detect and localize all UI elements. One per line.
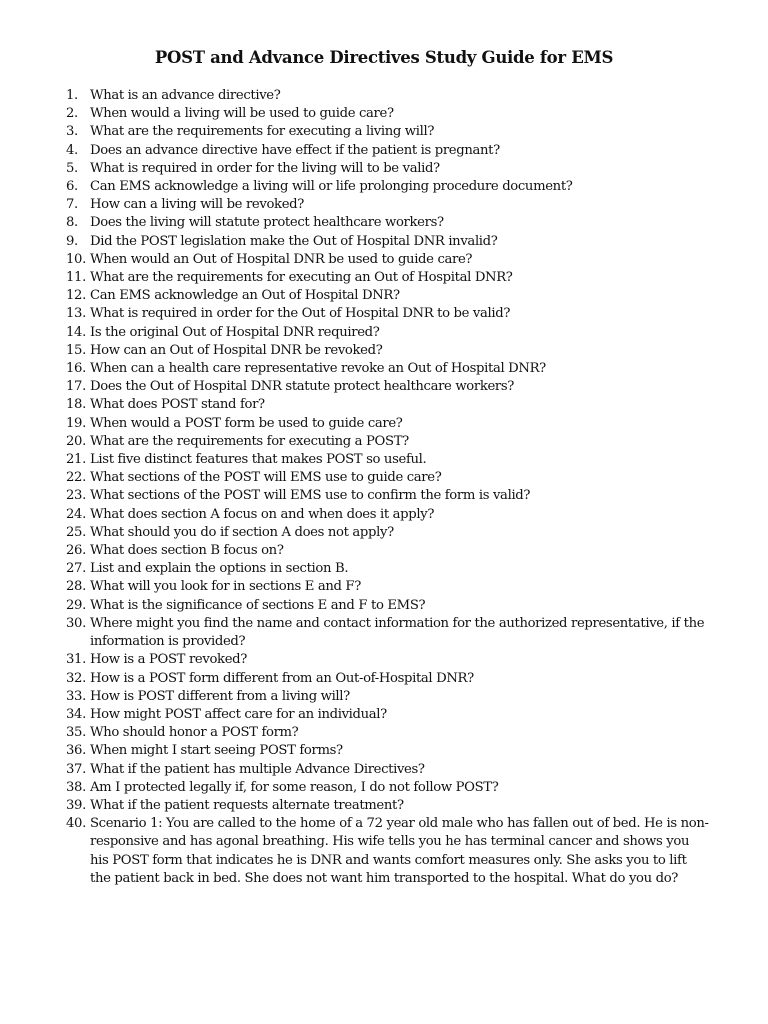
question-item <box>0 670 710 688</box>
question-number: 31. <box>66 652 86 668</box>
question-item <box>0 105 710 123</box>
question-item <box>0 451 710 469</box>
question-item <box>0 269 710 287</box>
question-number: 1. <box>66 88 78 103</box>
question-item <box>0 196 710 214</box>
question-number: 32. <box>66 670 86 686</box>
question-item <box>0 815 710 888</box>
question-item <box>0 542 710 560</box>
question-number: 16. <box>66 361 86 377</box>
question-text: Is the original Out of Hospital DNR required? <box>90 324 380 340</box>
question-text: How can a living will be revoked? <box>90 197 304 213</box>
question-text: What sections of the POST will EMS use to guide care? <box>90 470 442 486</box>
question-text: What if the patient has multiple Advance Directives? <box>90 761 425 777</box>
question-number: 22. <box>66 470 86 486</box>
question-item <box>0 324 710 342</box>
question-number: 34. <box>66 706 86 722</box>
question-text: Am I protected legally if, for some reason, I do not follow POST? <box>90 779 499 795</box>
question-number: 28. <box>66 579 86 595</box>
question-item <box>0 724 710 742</box>
question-item <box>0 342 710 360</box>
question-text: How might POST affect care for an individual? <box>90 706 387 722</box>
question-text: Where might you find the name and contact information for the authorized representative, if the information is provided? <box>90 615 705 650</box>
question-item <box>0 214 710 232</box>
question-number: 27. <box>66 561 86 577</box>
question-text: Can EMS acknowledge a living will or life prolonging procedure document? <box>90 179 573 195</box>
question-item <box>0 360 710 378</box>
question-item <box>0 123 710 141</box>
question-text: List and explain the options in section B. <box>90 561 349 577</box>
question-item <box>0 706 710 724</box>
question-number: 20. <box>66 433 86 449</box>
question-item <box>0 797 710 815</box>
question-text: Does the living will statute protect healthcare workers? <box>90 215 444 231</box>
question-item <box>0 578 710 596</box>
question-text: When would an Out of Hospital DNR be used to guide care? <box>90 251 473 267</box>
question-number: 37. <box>66 761 86 777</box>
question-text: What does POST stand for? <box>90 397 265 413</box>
question-number: 10. <box>66 251 86 267</box>
question-text: What sections of the POST will EMS use to confirm the form is valid? <box>90 488 531 504</box>
question-number: 30. <box>66 615 86 631</box>
question-text: What if the patient requests alternate treatment? <box>90 797 404 813</box>
question-number: 40. <box>66 816 86 832</box>
document-title: POST and Advance Directives Study Guide for EMS <box>154 48 614 67</box>
question-text: What are the requirements for executing a POST? <box>90 433 409 449</box>
question-text: What should you do if section A does not apply? <box>90 524 394 540</box>
question-number: 39. <box>66 797 86 813</box>
question-number: 2. <box>66 106 78 122</box>
question-item <box>0 761 710 779</box>
question-number: 21. <box>66 452 86 468</box>
question-text: What are the requirements for executing an Out of Hospital DNR? <box>90 270 513 286</box>
question-number: 17. <box>66 379 86 395</box>
question-number: 26. <box>66 543 86 559</box>
question-text: When would a living will be used to guide care? <box>90 106 394 122</box>
question-number: 14. <box>66 324 86 340</box>
question-number: 18. <box>66 397 86 413</box>
question-text: Did the POST legislation make the Out of Hospital DNR invalid? <box>90 233 498 249</box>
question-text: When can a health care representative revoke an Out of Hospital DNR? <box>90 361 546 377</box>
question-item <box>0 415 710 433</box>
question-text: Scenario 1: You are called to the home of a 72 year old male who has fallen out of bed. He is non-responsive and has agonal breathing. His wife tells you he has terminal cancer and shows you his POST form that indicates he is DNR and wants comfort measures only. She asks you to lift the patient back in bed. She does not want him transported to the hospital. What do you do? <box>90 816 709 886</box>
question-number: 29. <box>66 597 86 613</box>
question-text: List five distinct features that makes POST so useful. <box>90 452 427 468</box>
question-text: Can EMS acknowledge an Out of Hospital DNR? <box>90 288 400 304</box>
question-number: 12. <box>66 288 86 304</box>
question-number: 23. <box>66 488 86 504</box>
question-text: How can an Out of Hospital DNR be revoked? <box>90 342 383 358</box>
question-number: 13. <box>66 306 86 322</box>
question-number: 11. <box>66 270 86 286</box>
question-item <box>0 615 710 651</box>
question-number: 5. <box>66 160 78 176</box>
question-item <box>0 779 710 797</box>
question-text: What does section A focus on and when does it apply? <box>90 506 435 522</box>
question-item <box>0 396 710 414</box>
question-number: 36. <box>66 743 86 759</box>
question-item <box>0 142 710 160</box>
question-text: How is POST different from a living will? <box>90 688 350 704</box>
question-text: What is the significance of sections E and F to EMS? <box>90 597 426 613</box>
question-number: 33. <box>66 688 86 704</box>
question-item <box>0 287 710 305</box>
question-item <box>0 378 710 396</box>
question-item <box>0 651 710 669</box>
question-text: When would a POST form be used to guide care? <box>90 415 403 431</box>
question-item <box>0 433 710 451</box>
question-number: 3. <box>66 124 78 140</box>
question-number: 8. <box>66 215 78 231</box>
question-number: 15. <box>66 342 86 358</box>
question-list <box>0 87 768 888</box>
question-number: 6. <box>66 179 78 195</box>
question-item <box>0 524 710 542</box>
question-item <box>0 233 710 251</box>
question-number: 38. <box>66 779 86 795</box>
question-text: Does an advance directive have effect if the patient is pregnant? <box>90 142 500 158</box>
question-item <box>0 742 710 760</box>
question-item <box>0 305 710 323</box>
question-text: What does section B focus on? <box>90 543 284 559</box>
question-item <box>0 160 710 178</box>
question-item <box>0 506 710 524</box>
question-item <box>0 560 710 578</box>
question-number: 9. <box>66 233 78 249</box>
question-text: What will you look for in sections E and F? <box>90 579 361 595</box>
question-text: How is a POST form different from an Out-of-Hospital DNR? <box>90 670 474 686</box>
question-text: How is a POST revoked? <box>90 652 247 668</box>
question-item <box>0 487 710 505</box>
question-item <box>0 178 710 196</box>
question-text: Does the Out of Hospital DNR statute protect healthcare workers? <box>90 379 515 395</box>
question-text: What are the requirements for executing a living will? <box>90 124 435 140</box>
question-text: What is required in order for the living will to be valid? <box>90 160 440 176</box>
question-number: 19. <box>66 415 86 431</box>
question-item <box>0 251 710 269</box>
question-text: What is an advance directive? <box>90 88 281 103</box>
question-text: Who should honor a POST form? <box>90 725 299 741</box>
question-number: 35. <box>66 725 86 741</box>
question-item <box>0 597 710 615</box>
question-number: 25. <box>66 524 86 540</box>
question-number: 7. <box>66 197 78 213</box>
question-item <box>0 688 710 706</box>
question-text: What is required in order for the Out of Hospital DNR to be valid? <box>90 306 511 322</box>
question-item <box>0 87 710 105</box>
question-item <box>0 469 710 487</box>
question-text: When might I start seeing POST forms? <box>90 743 343 759</box>
question-number: 24. <box>66 506 86 522</box>
question-number: 4. <box>66 142 78 158</box>
